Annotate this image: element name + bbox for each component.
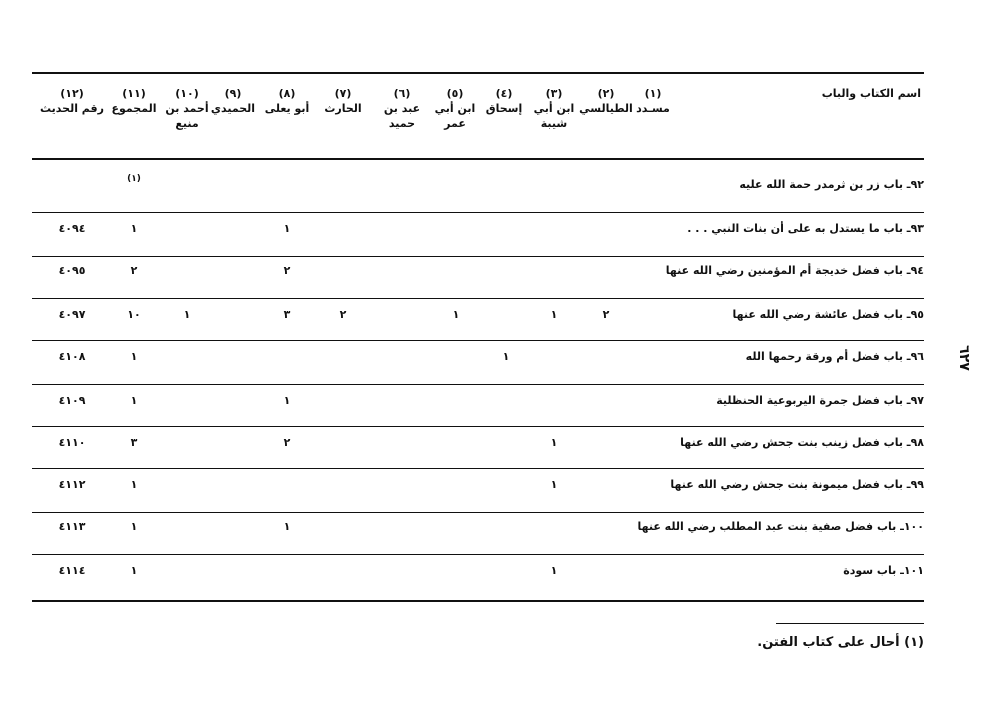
header-col-6: (٦) عبد بن حميد	[383, 87, 421, 130]
cell-col-8: ٣	[283, 308, 291, 321]
header-col-8: (٨) أبو يعلى	[264, 87, 310, 115]
row-rule	[32, 554, 924, 555]
cell-col-5: ١	[452, 308, 460, 321]
row-title: ٩٩ـ باب فضل ميمونة بنت جحش رضي الله عنها	[670, 478, 924, 491]
header-col-10: (١٠) أحمد بن منيع	[165, 87, 209, 130]
table-row	[32, 350, 924, 374]
cell-col-3: ١	[550, 478, 558, 491]
cell-col-12: ٤٠٩٧	[58, 308, 86, 321]
cell-col-12: ٤١٠٨	[58, 350, 86, 363]
header-col-3: (٣) ابن أبي شيبة	[533, 87, 575, 130]
cell-col-8: ٢	[283, 436, 291, 449]
cell-col-11: ٢	[130, 264, 138, 277]
header-col-11: (١١) المجموع	[111, 87, 157, 115]
table-row	[32, 478, 924, 502]
header-col-2: (٢) الطيالسي	[579, 87, 633, 115]
cell-col-12: ٤١١٠	[58, 436, 86, 449]
cell-col-3: ١	[550, 308, 558, 321]
header-col-12: (١٢) رقم الحديث	[40, 87, 104, 115]
header-col-4: (٤) إسحاق	[485, 87, 523, 115]
row-title: ٩٤ـ باب فضل خديجة أم المؤمنين رضي الله عنها	[665, 264, 924, 277]
row-title: ٩٢ـ باب زر بن ثرمدر حمة الله عليه	[739, 178, 924, 191]
cell-col-10: ١	[183, 308, 191, 321]
cell-col-12: ٤١١٣	[58, 520, 86, 533]
cell-col-11: ١	[130, 394, 138, 407]
row-rule	[32, 212, 924, 213]
cell-col-3: ١	[550, 436, 558, 449]
cell-col-11: ٣	[130, 436, 138, 449]
table-row	[32, 520, 924, 544]
row-title: ٩٥ـ باب فضل عائشة رضي الله عنها	[732, 308, 924, 321]
cell-col-8: ٢	[283, 264, 291, 277]
row-rule	[32, 340, 924, 341]
cell-col-12: ٤١١٤	[58, 564, 86, 577]
cell-col-4: ١	[502, 350, 510, 363]
row-rule	[32, 600, 924, 602]
cell-col-11: ١	[130, 564, 138, 577]
cell-col-8: ١	[283, 394, 291, 407]
header-col-9: (٩) الحميدي	[210, 87, 256, 115]
row-title: ٩٧ـ باب فضل جمرة اليربوعية الحنظلية	[716, 394, 924, 407]
cell-col-12: ٤١١٢	[58, 478, 86, 491]
header-rule	[32, 158, 924, 160]
table-row	[32, 436, 924, 460]
cell-col-12: ٤٠٩٤	[58, 222, 86, 235]
top-rule	[32, 72, 924, 74]
cell-col-3: ١	[550, 564, 558, 577]
header-col-1: (١) مسـدد	[636, 87, 670, 115]
page-number: ٦٢٧	[956, 345, 973, 371]
row-rule	[32, 512, 924, 513]
row-title: ٩٦ـ باب فضل أم ورقة رحمها الله	[745, 350, 924, 363]
header-col-5: (٥) ابن أبي عمر	[434, 87, 476, 130]
row-rule	[32, 384, 924, 385]
cell-col-11: ١	[130, 222, 138, 235]
cell-col-2: ٢	[602, 308, 610, 321]
row-title: ٩٨ـ باب فضل زينب بنت جحش رضي الله عنها	[680, 436, 924, 449]
footnote: (١) أحال على كتاب الفتن.	[757, 635, 924, 650]
table-row	[32, 264, 924, 288]
cell-col-8: ١	[283, 222, 291, 235]
cell-col-11: ١٠	[127, 308, 141, 321]
row-rule	[32, 468, 924, 469]
row-rule	[32, 298, 924, 299]
cell-col-11: ١	[130, 478, 138, 491]
cell-col-11: (١)	[127, 174, 141, 184]
cell-col-11: ١	[130, 350, 138, 363]
row-title: ١٠٠ـ باب فضل صفية بنت عبد المطلب رضي الله عنها	[637, 520, 924, 533]
cell-col-8: ١	[283, 520, 291, 533]
cell-col-7: ٢	[339, 308, 347, 321]
row-title: ٩٣ـ باب ما يستدل به على أن بنات النبي . . .	[687, 222, 924, 235]
cell-col-12: ٤١٠٩	[58, 394, 86, 407]
table-row	[32, 564, 924, 588]
table-row	[32, 222, 924, 246]
row-rule	[32, 256, 924, 257]
row-title: ١٠١ـ باب سودة	[843, 564, 924, 577]
header-title: اسم الكتاب والباب	[821, 87, 921, 100]
row-rule	[32, 426, 924, 427]
table-row	[32, 308, 924, 332]
cell-col-11: ١	[130, 520, 138, 533]
cell-col-12: ٤٠٩٥	[58, 264, 86, 277]
footnote-rule	[776, 623, 924, 624]
table-row	[32, 394, 924, 418]
header-col-7: (٧) الحارث	[324, 87, 362, 115]
table-row	[32, 174, 924, 202]
